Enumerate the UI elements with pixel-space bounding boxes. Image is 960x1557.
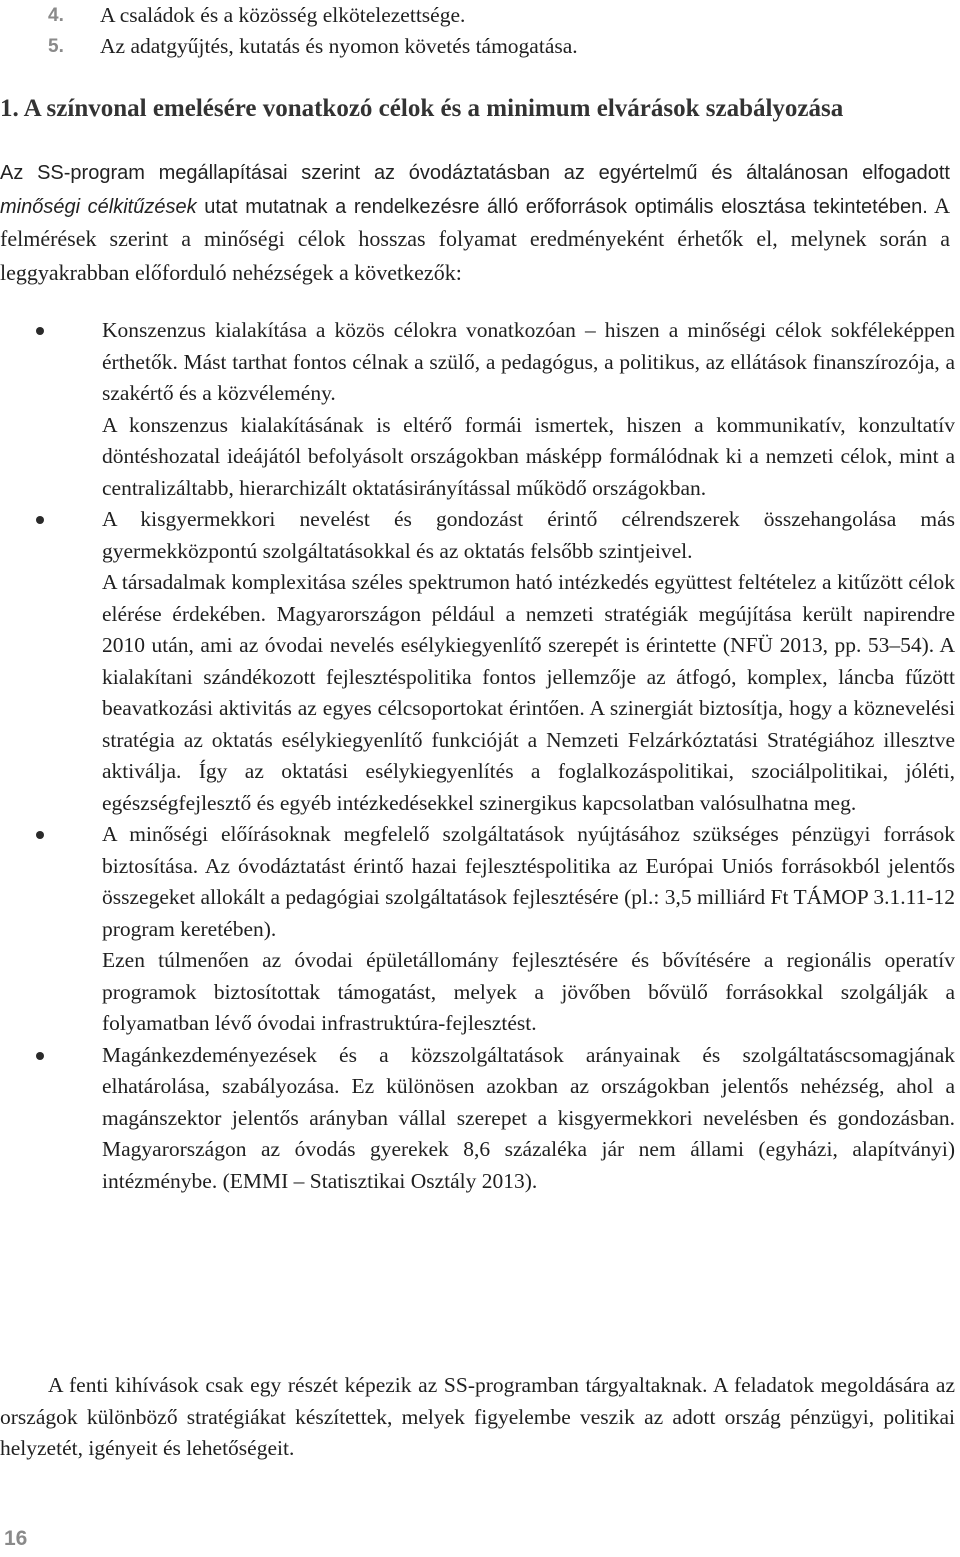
bullet-icon — [36, 516, 44, 524]
list-item — [0, 315, 955, 504]
section-heading: 1. A színvonal emelésére vonatkozó célok és a minimum elvárások szabályozása — [0, 95, 844, 122]
bullet-paragraph: Magánkezdeményezések és a közszolgáltatások arányainak és szolgáltatáscsomagjának elhatárolása, szabályozása. Ez különösen azokban az országokban jelentős nehézség, ahol a magánszektor jelentős arányban vállal szerepet a kisgyermekkori nevelésben és gondozásban. Magyarországon az óvodás gyerekek 8,6 százaléka jár nem állami (egyházi, alapítványi) intézménybe. (EMMI – Statisztikai Osztály 2013). — [102, 1042, 955, 1193]
bullet-paragraph: A minőségi előírásoknak megfelelő szolgáltatások nyújtásához szükséges pénzügyi források biztosítása. Az óvodáztatást érintő hazai fejlesztéspolitika az Európai Uniós forrásokból jelentős összegeket allokált a pedagógiai szolgáltatások fejlesztésére (pl.: 3,5 milliárd Ft TÁMOP 3.1.11-12 program keretében). — [102, 822, 955, 941]
bullet-paragraph: Konszenzus kialakítása a közös célokra vonatkozóan – hiszen a minőségi célok sokféleképpen érthetők. Mást tarthat fontos célnak a szülő, a pedagógus, a politikus, az ellátások finanszírozója, a szakértő és a közvélemény. — [102, 318, 955, 405]
bullet-icon — [36, 831, 44, 839]
list-item — [48, 31, 948, 62]
list-text: A családok és a közösség elkötelezettsége. — [100, 3, 466, 27]
list-item — [0, 504, 955, 819]
emphasis-text: minőségi célkitűzések — [0, 195, 197, 218]
bullet-icon — [36, 327, 44, 335]
intro-text: Az SS-program megállapításai szerint az óvodáztatásban az egyértelmű és általánosan elfogadott — [0, 162, 950, 184]
list-item — [48, 0, 948, 31]
intro-text: utat mutatnak a rendelkezésre álló erőforrások optimális elosztása tekintetében. — [196, 195, 928, 218]
list-text: Az adatgyűjtés, kutatás és nyomon követés támogatása. — [100, 34, 578, 58]
page-number: 16 — [4, 1527, 28, 1550]
bullet-paragraph: A társadalmak komplexitása széles spektrumon ható intézkedés együttest feltételez a kitűzött célok elérése érdekében. Magyarországon például a nemzeti stratégiák megújítása került napirendre 2010 után, ami az óvodai nevelés esélykiegyenlítő szerepét is érintette (NFÜ 2013, pp. 53–54). A kialakítani szándékozott fejlesztéspolitika fontos jellemzője az átfogó, komplex, láncba fűzött beavatkozási aktivitás az egyes célcsoportokat érintően. A szinergiát biztosítja, hogy a köznevelési stratégia az oktatás esélykiegyenlítő funkcióját a Nemzeti Felzárkóztatási Stratégiához illesztve aktiválja. Így az oktatási esélykiegyenlítés a foglalkozáspolitikai, szociálpolitikai, jóléti, egészségfejlesztő és egyéb intézkedésekkel szinergikus kapcsolatban valósulhatna meg. — [102, 570, 955, 815]
bullet-paragraph: A konszenzus kialakításának is eltérő formái ismertek, hiszen a kommunikatív, konzultatív döntéshozatal ideájától befolyásolt országokban másképp formálódnak ki a nemzeti célok, mint a centralizáltabb, hierarchizált oktatásirányítással működő országokban. — [102, 412, 955, 500]
challenge-list — [0, 315, 955, 1197]
numbered-list — [48, 0, 948, 62]
list-item — [0, 819, 955, 1040]
bullet-paragraph: A kisgyermekkori nevelést és gondozást érintő célrendszerek összehangolása más gyermekközpontú szolgáltatásokkal és az oktatás felsőbb szintjeivel. — [102, 507, 955, 563]
bullet-paragraph: Ezen túlmenően az óvodai épületállomány fejlesztésére és bővítésére a regionális operatív programok biztosítottak támogatást, melyek a jövőben bővülő forrásokkal szolgálják a folyamatban lévő óvodai infrastruktúra-fejlesztést. — [102, 948, 955, 1035]
list-item — [0, 1040, 955, 1198]
list-number: 4. — [48, 5, 64, 26]
list-number: 5. — [48, 36, 64, 57]
closing-paragraph: A fenti kihívások csak egy részét képezik az SS-programban tárgyaltaknak. A feladatok megoldására az országok különböző stratégiákat készítettek, melyek figyelembe veszik az adott ország pénzügyi, politikai helyzetét, igényeit és lehetőségeit. — [0, 1373, 955, 1460]
bullet-icon — [36, 1052, 44, 1060]
intro-paragraph — [0, 158, 950, 290]
intro-text: A felmérések szerint a minőségi célok hosszas folyamat eredményeként érhetők el, melynek során a leggyakrabban előforduló nehézségek a következők: — [0, 192, 951, 285]
